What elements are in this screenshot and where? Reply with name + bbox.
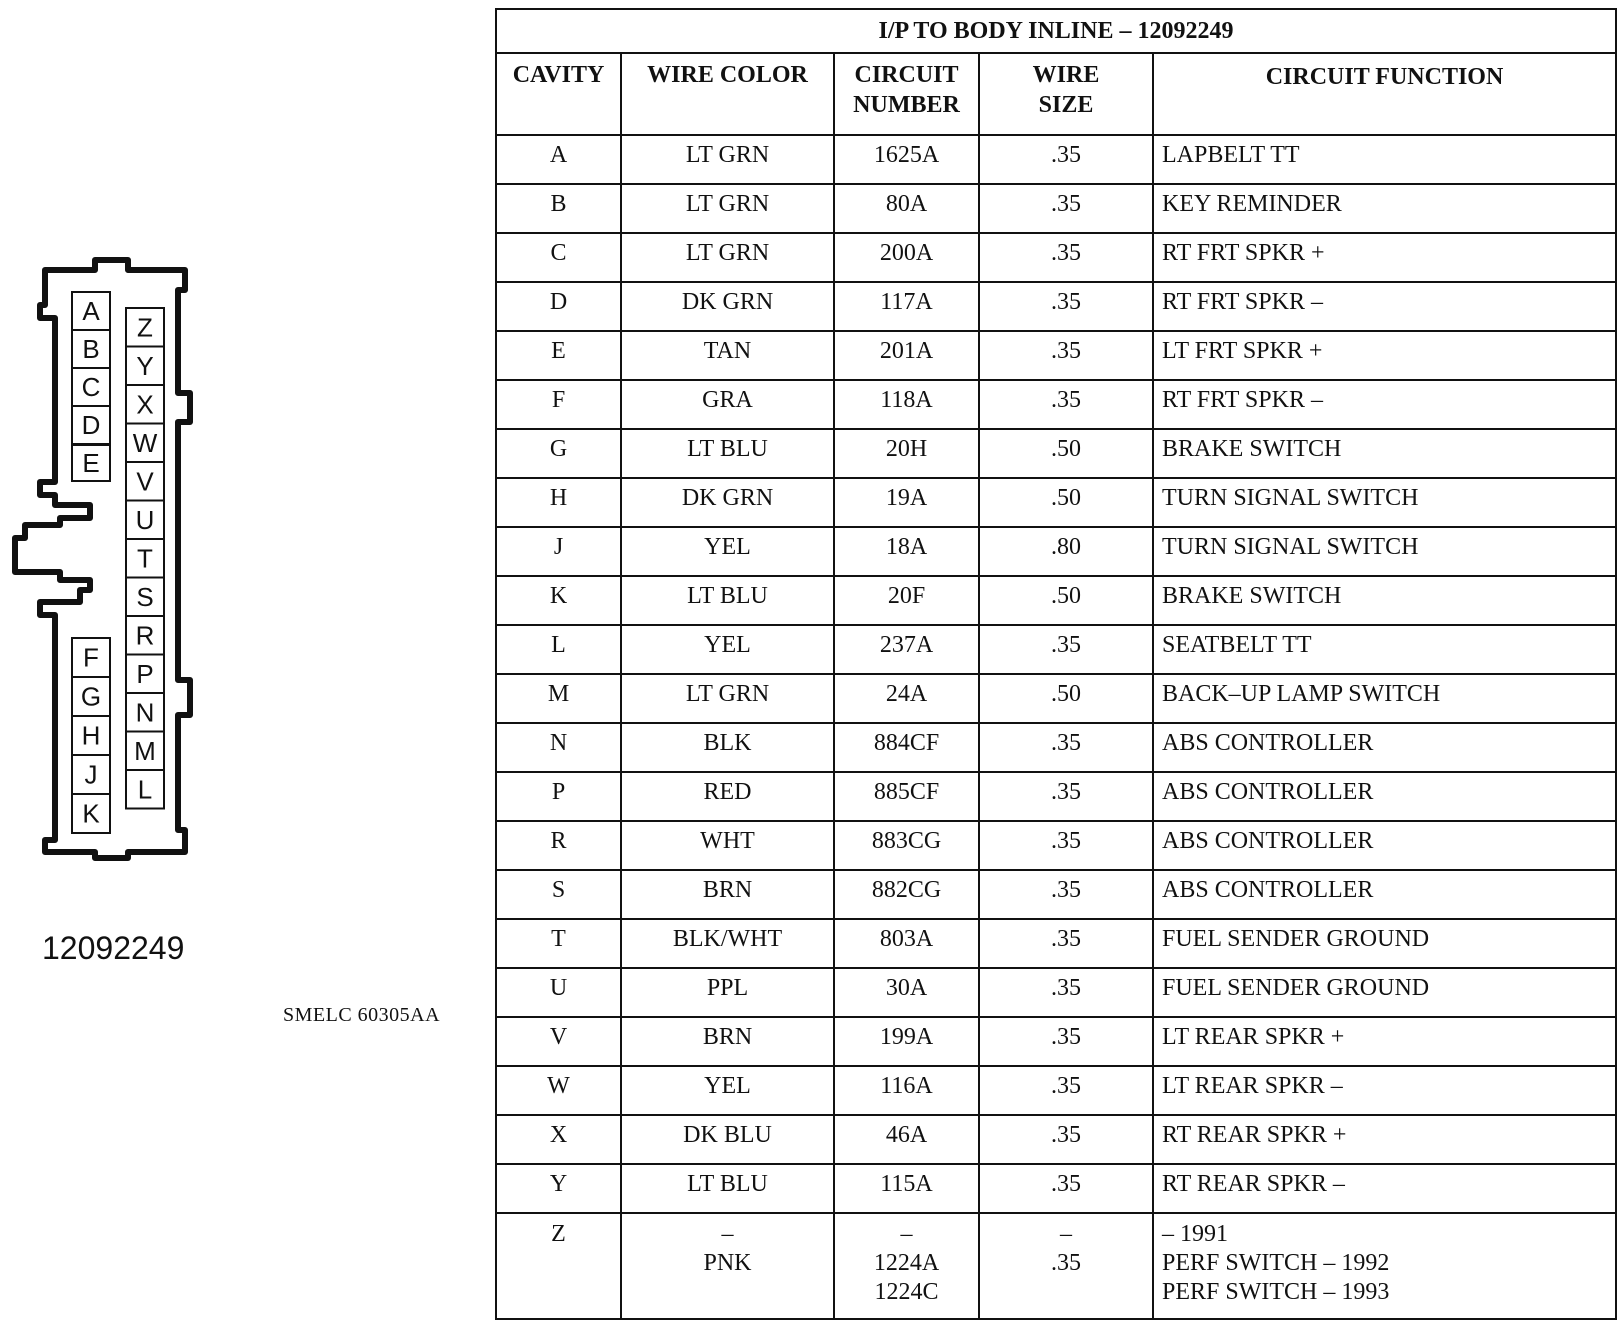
table-row (496, 821, 1616, 870)
pin-label: P (136, 658, 154, 689)
wire-color-cell: TAN (621, 331, 834, 380)
wire-color-cell: PPL (621, 968, 834, 1017)
table-row (496, 723, 1616, 772)
pin-label: E (82, 448, 100, 478)
header-circuit-function: CIRCUIT FUNCTION (1153, 53, 1616, 135)
pin-label: K (82, 798, 100, 829)
cavity-cell: R (496, 821, 621, 870)
circuit-number-cell: 18A (834, 527, 979, 576)
circuit-function-cell: ABS CONTROLLER (1153, 821, 1616, 870)
pin-label: M (134, 735, 156, 766)
circuit-function-cell: LAPBELT TT (1153, 135, 1616, 184)
circuit-function-cell: BRAKE SWITCH (1153, 429, 1616, 478)
wire-size-cell: .35 (979, 331, 1153, 380)
circuit-number-cell: – 1224A 1224C (834, 1213, 979, 1319)
cavity-cell: X (496, 1115, 621, 1164)
connector-face-diagram (0, 250, 220, 890)
pin-label: J (84, 759, 98, 790)
table-row (496, 1213, 1616, 1319)
circuit-number-cell: 882CG (834, 870, 979, 919)
table-row (496, 282, 1616, 331)
circuit-function-cell: RT REAR SPKR – (1153, 1164, 1616, 1213)
circuit-function-cell: ABS CONTROLLER (1153, 723, 1616, 772)
cavity-cell: B (496, 184, 621, 233)
table-title-row (496, 9, 1616, 53)
wire-color-cell: GRA (621, 380, 834, 429)
cavity-cell: C (496, 233, 621, 282)
wire-color-cell: LT GRN (621, 184, 834, 233)
circuit-function-cell: TURN SIGNAL SWITCH (1153, 478, 1616, 527)
cavity-cell: V (496, 1017, 621, 1066)
wire-size-cell: .50 (979, 478, 1153, 527)
cavity-cell: Y (496, 1164, 621, 1213)
wire-color-cell: DK GRN (621, 282, 834, 331)
cavity-cell: K (496, 576, 621, 625)
cavity-cell: E (496, 331, 621, 380)
header-circuit-number: CIRCUIT NUMBER (834, 53, 979, 135)
wire-color-cell: LT GRN (621, 674, 834, 723)
cavity-cell: Z (496, 1213, 621, 1319)
table-row (496, 233, 1616, 282)
connector-part-number: 12092249 (42, 930, 185, 966)
pin-label: S (136, 581, 154, 612)
circuit-number-cell: 116A (834, 1066, 979, 1115)
circuit-function-cell: – 1991 PERF SWITCH – 1992 PERF SWITCH – 1993 (1153, 1213, 1616, 1319)
header-cavity: CAVITY (496, 53, 621, 135)
table-row (496, 576, 1616, 625)
wire-color-cell: LT BLU (621, 1164, 834, 1213)
wire-size-cell: .35 (979, 1164, 1153, 1213)
wire-size-cell: .35 (979, 233, 1153, 282)
wire-size-cell: .50 (979, 674, 1153, 723)
circuit-number-cell: 20H (834, 429, 979, 478)
wire-size-cell: .50 (979, 576, 1153, 625)
table-row (496, 1066, 1616, 1115)
circuit-number-cell: 46A (834, 1115, 979, 1164)
cavity-cell: S (496, 870, 621, 919)
wire-color-cell: YEL (621, 625, 834, 674)
pin-label: D (81, 410, 101, 440)
circuit-function-cell: ABS CONTROLLER (1153, 870, 1616, 919)
wire-size-cell: .35 (979, 1066, 1153, 1115)
wire-size-cell: .80 (979, 527, 1153, 576)
circuit-number-cell: 803A (834, 919, 979, 968)
circuit-number-cell: 80A (834, 184, 979, 233)
circuit-function-cell: RT FRT SPKR + (1153, 233, 1616, 282)
header-wire-size: WIRE SIZE (979, 53, 1153, 135)
wire-color-cell: BLK/WHT (621, 919, 834, 968)
circuit-function-cell: LT REAR SPKR + (1153, 1017, 1616, 1066)
circuit-function-cell: RT FRT SPKR – (1153, 282, 1616, 331)
cavity-cell: N (496, 723, 621, 772)
pin-label: L (137, 774, 153, 805)
table-row (496, 1017, 1616, 1066)
wire-color-cell: YEL (621, 527, 834, 576)
circuit-number-cell: 117A (834, 282, 979, 331)
table-row (496, 870, 1616, 919)
pin-label: W (132, 427, 158, 458)
circuit-number-cell: 884CF (834, 723, 979, 772)
wire-color-cell: LT BLU (621, 429, 834, 478)
table-row (496, 674, 1616, 723)
table-row (496, 429, 1616, 478)
table-header-row (496, 53, 1616, 135)
circuit-number-cell: 20F (834, 576, 979, 625)
table-row (496, 527, 1616, 576)
wire-size-cell: .35 (979, 1115, 1153, 1164)
pin-label: Y (136, 350, 154, 381)
table-row (496, 331, 1616, 380)
pinout-table (495, 8, 1617, 1320)
wire-color-cell: BRN (621, 1017, 834, 1066)
wire-color-cell: LT GRN (621, 233, 834, 282)
circuit-number-cell: 885CF (834, 772, 979, 821)
circuit-function-cell: LT REAR SPKR – (1153, 1066, 1616, 1115)
circuit-function-cell: RT REAR SPKR + (1153, 1115, 1616, 1164)
wire-size-cell: .35 (979, 625, 1153, 674)
wire-size-cell: .35 (979, 184, 1153, 233)
wire-size-cell: .35 (979, 282, 1153, 331)
circuit-function-cell: SEATBELT TT (1153, 625, 1616, 674)
wire-color-cell: LT BLU (621, 576, 834, 625)
table-row (496, 380, 1616, 429)
table-row (496, 1164, 1616, 1213)
pin-label: B (82, 334, 100, 364)
circuit-number-cell: 24A (834, 674, 979, 723)
circuit-function-cell: BRAKE SWITCH (1153, 576, 1616, 625)
wire-size-cell: .35 (979, 968, 1153, 1017)
wire-size-cell: .35 (979, 870, 1153, 919)
circuit-number-cell: 199A (834, 1017, 979, 1066)
cavity-cell: G (496, 429, 621, 478)
circuit-number-cell: 118A (834, 380, 979, 429)
cavity-cell: U (496, 968, 621, 1017)
circuit-number-cell: 201A (834, 331, 979, 380)
wire-size-cell: .35 (979, 380, 1153, 429)
cavity-cell: F (496, 380, 621, 429)
pin-label: Z (137, 312, 153, 343)
circuit-function-cell: BACK–UP LAMP SWITCH (1153, 674, 1616, 723)
wire-size-cell: .50 (979, 429, 1153, 478)
wire-color-cell: DK BLU (621, 1115, 834, 1164)
wire-size-cell: – .35 (979, 1213, 1153, 1319)
table-row (496, 135, 1616, 184)
wire-color-cell: YEL (621, 1066, 834, 1115)
circuit-function-cell: LT FRT SPKR + (1153, 331, 1616, 380)
pin-label: R (135, 620, 155, 651)
cavity-cell: P (496, 772, 621, 821)
circuit-function-cell: ABS CONTROLLER (1153, 772, 1616, 821)
circuit-number-cell: 883CG (834, 821, 979, 870)
circuit-number-cell: 30A (834, 968, 979, 1017)
table-row (496, 184, 1616, 233)
circuit-function-cell: FUEL SENDER GROUND (1153, 968, 1616, 1017)
wire-color-cell: DK GRN (621, 478, 834, 527)
wire-size-cell: .35 (979, 723, 1153, 772)
drawing-code: SMELC 60305AA (283, 1004, 441, 1026)
table-row (496, 968, 1616, 1017)
table-row (496, 919, 1616, 968)
wire-color-cell: BLK (621, 723, 834, 772)
table-row (496, 478, 1616, 527)
pin-label: V (136, 466, 154, 497)
cavity-cell: T (496, 919, 621, 968)
wire-color-cell: – PNK (621, 1213, 834, 1319)
table-row (496, 1115, 1616, 1164)
pin-label: A (82, 296, 100, 326)
pin-label: G (80, 681, 102, 712)
wire-color-cell: LT GRN (621, 135, 834, 184)
circuit-number-cell: 1625A (834, 135, 979, 184)
circuit-number-cell: 237A (834, 625, 979, 674)
cavity-cell: A (496, 135, 621, 184)
wire-size-cell: .35 (979, 919, 1153, 968)
table-title: I/P TO BODY INLINE – 12092249 (496, 9, 1616, 53)
pin-label: T (137, 543, 153, 574)
cavity-cell: D (496, 282, 621, 331)
wire-color-cell: RED (621, 772, 834, 821)
cavity-cell: J (496, 527, 621, 576)
wire-color-cell: BRN (621, 870, 834, 919)
pin-label: X (136, 389, 154, 420)
wire-color-cell: WHT (621, 821, 834, 870)
cavity-cell: L (496, 625, 621, 674)
cavity-cell: M (496, 674, 621, 723)
circuit-function-cell: TURN SIGNAL SWITCH (1153, 527, 1616, 576)
circuit-number-cell: 115A (834, 1164, 979, 1213)
wire-size-cell: .35 (979, 1017, 1153, 1066)
circuit-number-cell: 19A (834, 478, 979, 527)
cavity-cell: W (496, 1066, 621, 1115)
wire-size-cell: .35 (979, 772, 1153, 821)
pin-label: F (83, 642, 99, 673)
header-wire-color: WIRE COLOR (621, 53, 834, 135)
cavity-cell: H (496, 478, 621, 527)
circuit-number-cell: 200A (834, 233, 979, 282)
pin-label: H (81, 720, 101, 751)
pin-label: N (135, 697, 155, 728)
circuit-function-cell: KEY REMINDER (1153, 184, 1616, 233)
pin-label: U (135, 504, 155, 535)
pin-label: C (81, 372, 101, 402)
circuit-function-cell: RT FRT SPKR – (1153, 380, 1616, 429)
wire-size-cell: .35 (979, 135, 1153, 184)
circuit-function-cell: FUEL SENDER GROUND (1153, 919, 1616, 968)
table-row (496, 625, 1616, 674)
table-row (496, 772, 1616, 821)
wire-size-cell: .35 (979, 821, 1153, 870)
